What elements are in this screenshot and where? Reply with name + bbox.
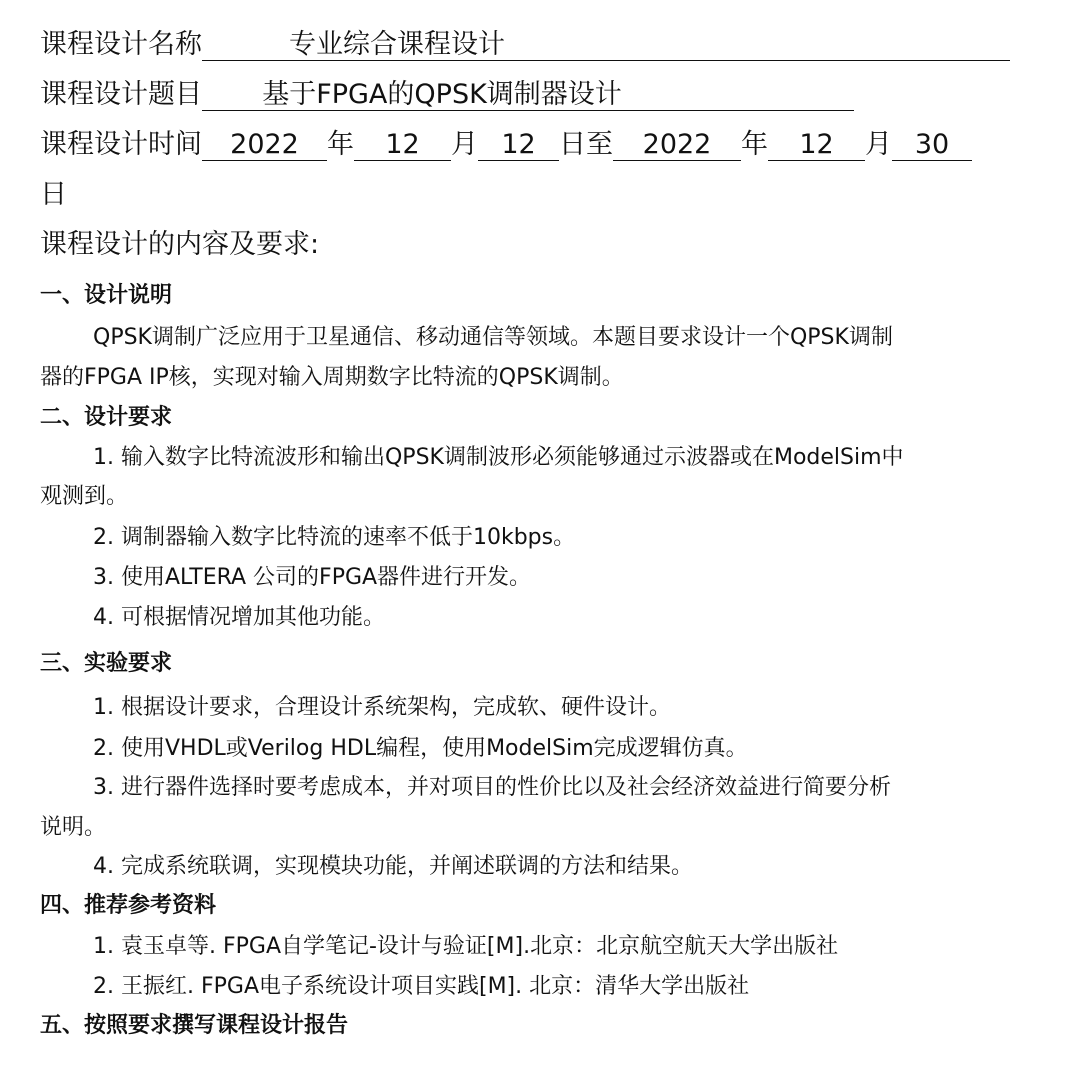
course-time-row	[40, 122, 972, 161]
end-year: 2022	[613, 131, 741, 161]
s2-item-1-line-2: 观测到。	[40, 484, 129, 509]
end-day-char: 日	[40, 179, 67, 210]
day-to-char: 日至	[559, 129, 613, 160]
month-char: 月	[865, 129, 892, 160]
month-char: 月	[451, 129, 478, 160]
start-day: 12	[478, 131, 559, 161]
section-heading-4: 四、推荐参考资料	[40, 893, 217, 918]
s3-item-3-line-1: 3. 进行器件选择时要考虑成本，并对项目的性价比以及社会经济效益进行简要分析	[93, 775, 891, 800]
course-topic-value: 基于FPGA的QPSK调制器设计	[202, 81, 854, 111]
s2-item-4: 4. 可根据情况增加其他功能。	[93, 605, 385, 630]
course-name-label: 课程设计名称	[40, 29, 202, 60]
section-heading-5: 五、按照要求撰写课程设计报告	[40, 1013, 349, 1038]
year-char: 年	[741, 129, 768, 160]
s1-line-1: QPSK调制广泛应用于卫星通信、移动通信等领域。本题目要求设计一个QPSK调制	[93, 325, 893, 350]
s2-item-1-line-1: 1. 输入数字比特流波形和输出QPSK调制波形必须能够通过示波器或在ModelSim中	[93, 445, 904, 470]
content-label: 课程设计的内容及要求:	[40, 229, 320, 260]
course-time-label: 课程设计时间	[40, 129, 202, 160]
s3-item-1: 1. 根据设计要求，合理设计系统架构，完成软、硬件设计。	[93, 695, 671, 720]
s3-item-4: 4. 完成系统联调，实现模块功能，并阐述联调的方法和结果。	[93, 854, 693, 879]
reference-1: 1. 袁玉卓等. FPGA自学笔记-设计与验证[M].北京：北京航空航天大学出版社	[93, 934, 839, 959]
course-topic-label: 课程设计题目	[40, 79, 202, 110]
course-name-row	[40, 22, 1010, 61]
section-heading-3: 三、实验要求	[40, 651, 173, 676]
s3-item-2: 2. 使用VHDL或Verilog HDL编程，使用ModelSim完成逻辑仿真。	[93, 736, 748, 761]
start-year: 2022	[202, 131, 327, 161]
end-month: 12	[768, 131, 865, 161]
section-heading-2: 二、设计要求	[40, 405, 173, 430]
course-topic-row	[40, 72, 854, 111]
s2-item-2: 2. 调制器输入数字比特流的速率不低于10kbps。	[93, 525, 576, 550]
s2-item-3: 3. 使用ALTERA 公司的FPGA器件进行开发。	[93, 565, 532, 590]
end-day: 30	[892, 131, 972, 161]
section-heading-1: 一、设计说明	[40, 283, 173, 308]
course-name-value: 专业综合课程设计	[202, 31, 1010, 61]
year-char: 年	[327, 129, 354, 160]
reference-2: 2. 王振红. FPGA电子系统设计项目实践[M]. 北京：清华大学出版社	[93, 974, 750, 999]
start-month: 12	[354, 131, 451, 161]
s1-line-2: 器的FPGA IP核，实现对输入周期数字比特流的QPSK调制。	[40, 365, 624, 390]
s3-item-3-line-2: 说明。	[40, 815, 107, 840]
